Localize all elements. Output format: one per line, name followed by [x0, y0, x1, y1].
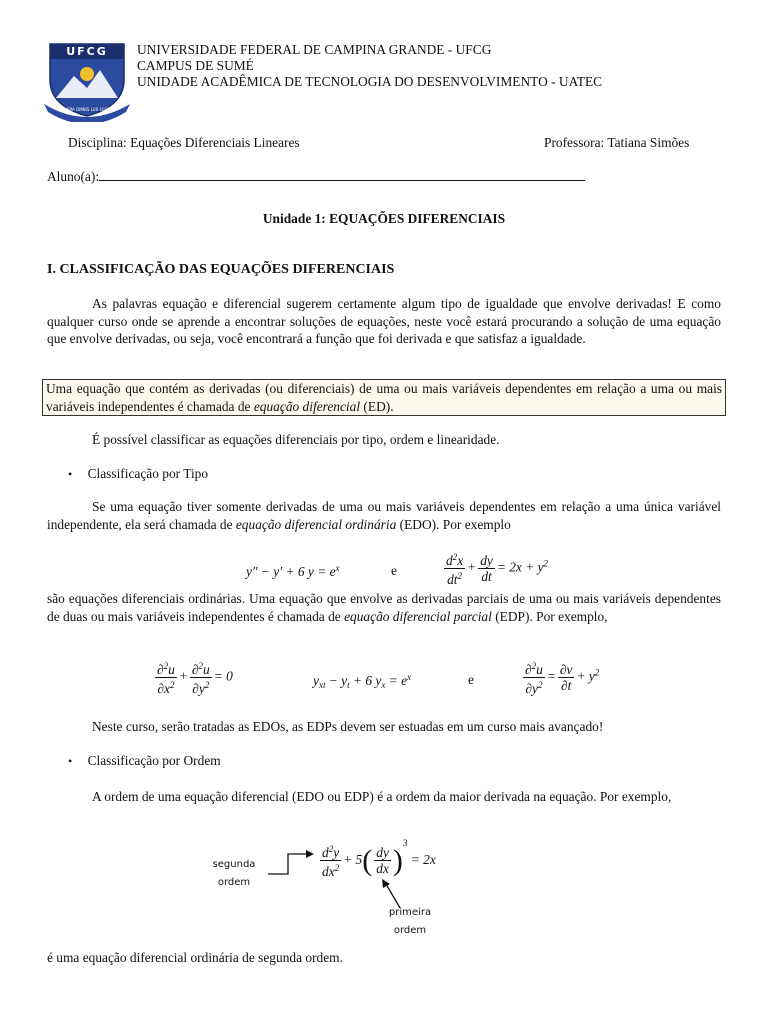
logo-text: UFCG	[66, 45, 108, 58]
connector-e-2: e	[468, 672, 474, 687]
professora-label: Professora: Tatiana Simões	[544, 135, 690, 150]
order-example-equation: $\frac{d^2y}{dx^2}$ + 5( $\frac{dy}{dx}$ )$^3$ = 2x	[322, 838, 436, 880]
campus-name: CAMPUS DE SUMÉ	[137, 58, 254, 73]
bullet-tipo	[68, 466, 208, 482]
tipo-paragraph: Se uma equação tiver somente derivadas de uma ou mais variáveis dependentes em relação a uma única variável independente, ela será chamada de equação diferencial ordinária (EDO). Por exemplo	[47, 499, 721, 532]
annotation-primeira-ordem: primeira ordem	[388, 907, 432, 936]
academic-unit: UNIDADE ACADÊMICA DE TECNOLOGIA DO DESENVOLVIMENTO - UATEC	[137, 74, 603, 89]
intro-paragraph: As palavras equação e diferencial sugerem certamente algum tipo de igualdade que envolve derivadas! E como qualquer curso onde se aprende a encontrar soluções de equações, neste você estará procurando a solução de uma equação que envolve derivadas, ou seja, você encontrará a função que foi derivada e que satisfaz a igualdade.	[47, 296, 721, 347]
bullet-icon: •	[68, 754, 73, 768]
disciplina-label: Disciplina: Equações Diferenciais Lineares	[68, 135, 300, 150]
section-title: I. CLASSIFICAÇÃO DAS EQUAÇÕES DIFERENCIAIS	[47, 262, 395, 277]
edp-example-1: $\frac{\partial^2u}{\partial x^2}$ + $\frac{\partial^2u}{\partial y^2}$ = 0	[157, 661, 233, 696]
bullet-tipo-label: Classificação por Tipo	[87, 466, 209, 481]
definition-box: Uma equação que contém as derivadas (ou diferenciais) de uma ou mais variáveis dependentes em relação a uma ou mais variáveis independentes é chamada de equação diferencial (ED).	[42, 379, 726, 416]
classify-intro: É possível classificar as equações diferenciais por tipo, ordem e linearidade.	[92, 432, 500, 447]
edp-example-2: $y_{xt} - y_t + 6$ $y_x = e^x$	[313, 672, 412, 690]
unit-title: Unidade 1: EQUAÇÕES DIFERENCIAIS	[262, 211, 506, 226]
arrow-segunda	[266, 848, 322, 878]
ufcg-logo	[42, 40, 132, 122]
aluno-blank-line	[99, 168, 585, 181]
aluno-field	[47, 168, 585, 185]
edp-example-3: $\frac{\partial^2u}{\partial y^2}$ = $\frac{\partial v}{\partial t}$ + $y^2$	[525, 661, 600, 696]
edo-example-1: y″ − y′ + 6 $y = e^x$	[246, 563, 340, 579]
final-sentence: é uma equação diferencial ordinária de segunda ordem.	[47, 950, 343, 965]
edo-example-2: $\frac{d^2x}{dt^2}$ + $\frac{dy}{dt}$ = $2x + y^2$	[446, 552, 549, 587]
bullet-ordem-label: Classificação por Ordem	[87, 753, 221, 768]
definition-term: equação diferencial	[253, 398, 361, 414]
ordem-paragraph: A ordem de uma equação diferencial (EDO ou EDP) é a ordem da maior derivada na equação. Por exemplo,	[92, 789, 672, 804]
bullet-icon: •	[68, 467, 73, 481]
annotation-segunda-ordem: segunda ordem	[212, 859, 256, 888]
edo-paragraph: são equações diferenciais ordinárias. Uma equação que envolve as derivadas parciais de uma ou mais variáveis dependentes de duas ou mais variáveis independentes é chamada de equação diferencial parcial (EDP). Por exemplo,	[47, 591, 721, 624]
connector-e-1: e	[391, 563, 397, 578]
logo-motto: SUPRA OMNIS LUX LUCES	[61, 107, 113, 112]
definition-text: Uma equação que contém as derivadas (ou diferenciais) de uma ou mais variáveis dependentes em relação a uma ou mais variáveis independentes é chamada de	[46, 381, 722, 414]
aluno-label: Aluno(a):	[47, 169, 100, 184]
institution-name: UNIVERSIDADE FEDERAL DE CAMPINA GRANDE - UFCG	[137, 42, 492, 57]
bullet-ordem	[68, 753, 221, 769]
course-note: Neste curso, serão tratadas as EDOs, as EDPs devem ser estuadas em um curso mais avançado!	[92, 719, 604, 734]
